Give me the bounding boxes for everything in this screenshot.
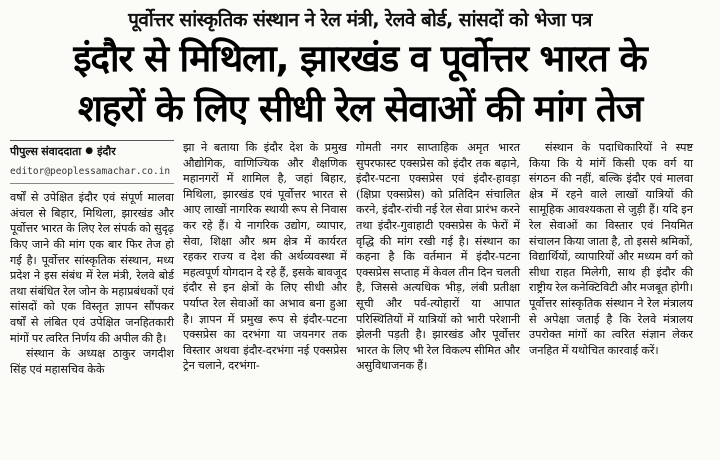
column-1 <box>10 140 174 377</box>
paragraph: संस्थान के अध्यक्ष ठाकुर जगदीश सिंह एवं महासचिव केके <box>10 347 174 376</box>
headline-line-1: इंदौर से मिथिला, झारखंड व पूर्वोत्तर भारत के <box>73 37 647 80</box>
byline-bullet: ● <box>85 146 94 156</box>
dateline-city: इंदौर <box>97 145 116 158</box>
column-3 <box>356 140 520 377</box>
article-body <box>10 140 710 377</box>
paragraph: झा ने बताया कि इंदौर देश के प्रमुख औद्योगिक, वाणिज्यिक और शैक्षणिक महानगरों में शामिल है, जहां बिहार, मिथिला, झारखंड एवं पूर्वोत्तर भारत से आए लाखों नागरिक स्थायी रूप से निवास कर रहे हैं। ये नागरिक उद्योग, व्यापार, सेवा, शिक्षा और श्रम क्षेत्र में कार्यरत रहकर राज्य व देश की अर्थव्यवस्था में महत्वपूर्ण योगदान दे रहे हैं, इसके बावजूद इंदौर से इन क्षेत्रों के लिए सीधी और पर्याप्त रेल सेवाओं का अभाव बना हुआ है। ज्ञापन में प्रमुख रूप से इंदौर-पटना एक्सप्रेस का दरभंगा या जयनगर तक विस्तार अथवा इंदौर-दरभंगा नई एक्सप्रेस ट्रेन चलाने, दरभंगा- <box>183 141 347 373</box>
paragraph: संस्थान के पदाधिकारियों ने स्पष्ट किया कि ये मांगें किसी एक वर्ग या संगठन की नहीं, बल्कि इंदौर एवं मालवा क्षेत्र में रहने वाले लाखों यात्रियों की सामूहिक आवश्यकता से जुड़ी हैं। यदि इन रेल सेवाओं का विस्तार एवं नियमित संचालन किया जाता है, तो इससे श्रमिकों, विद्यार्थियों, व्यापारियों और मध्यम वर्ग को सीधा राहत मिलेगी, साथ ही इंदौर की राष्ट्रीय रेल कनेक्टिविटी और मजबूत होगी। पूर्वोत्तर सांस्कृतिक संस्थान ने रेल मंत्रालय से अपेक्षा जताई है कि रेलवे मंत्रालय उपरोक्त मांगों का त्वरित संज्ञान लेकर जनहित में यथोचित कारवाई करें। <box>529 141 693 357</box>
reporter-name: पीपुल्स संवाददाता <box>10 145 82 158</box>
paragraph: गोमती नगर साप्ताहिक अमृत भारत सुपरफास्ट एक्सप्रेस को इंदौर तक बढ़ाने, इंदौर-पटना एक्सप्रेस एवं इंदौर-हावड़ा (क्षिप्रा एक्सप्रेस) को प्रतिदिन संचालित करने, इंदौर-रांची नई रेल सेवा प्रारंभ करने तथा इंदौर-गुवाहाटी एक्सप्रेस के फेरों में वृद्धि की मांग रखी गई है। संस्थान का कहना है कि वर्तमान में इंदौर-पटना एक्सप्रेस सप्ताह में केवल तीन दिन चलती है, जिससे अत्यधिक भीड़, लंबी प्रतीक्षा सूची और पर्व-त्योहारों या आपात परिस्थितियों में यात्रियों को भारी परेशानी झेलनी पड़ती है। झारखंड और पूर्वोत्तर भारत के लिए भी रेल विकल्प सीमित और असुविधाजनक हैं। <box>356 141 520 373</box>
main-headline <box>10 34 710 134</box>
column-4 <box>529 140 693 377</box>
byline <box>10 140 174 160</box>
column-2 <box>183 140 347 377</box>
editor-email: editor@peoplessamachar.co.in <box>10 164 174 185</box>
headline-line-2: शहरों के लिए सीधी रेल सेवाओं की मांग तेज <box>77 87 643 130</box>
kicker-headline: पूर्वोत्तर सांस्कृतिक संस्थान ने रेल मंत्री, रेलवे बोर्ड, सांसदों को भेजा पत्र <box>128 9 592 31</box>
paragraph: वर्षों से उपेक्षित इंदौर एवं संपूर्ण मालवा अंचल से बिहार, मिथिला, झारखंड और पूर्वोत्तर भारत के लिए रेल संपर्क को सुदृढ़ किए जाने की मांग एक बार फिर तेज हो गई है। पूर्वोत्तर सांस्कृतिक संस्थान, मध्य प्रदेश ने इस संबंध में रेल मंत्री, रेलवे बोर्ड तथा संबंधित रेल जोन के महाप्रबंधकों एवं सांसदों को एक विस्तृत ज्ञापन सौंपकर वर्षों से लंबित एवं उपेक्षित जनहितकारी मांगों पर त्वरित निर्णय की अपील की है। <box>10 191 174 345</box>
